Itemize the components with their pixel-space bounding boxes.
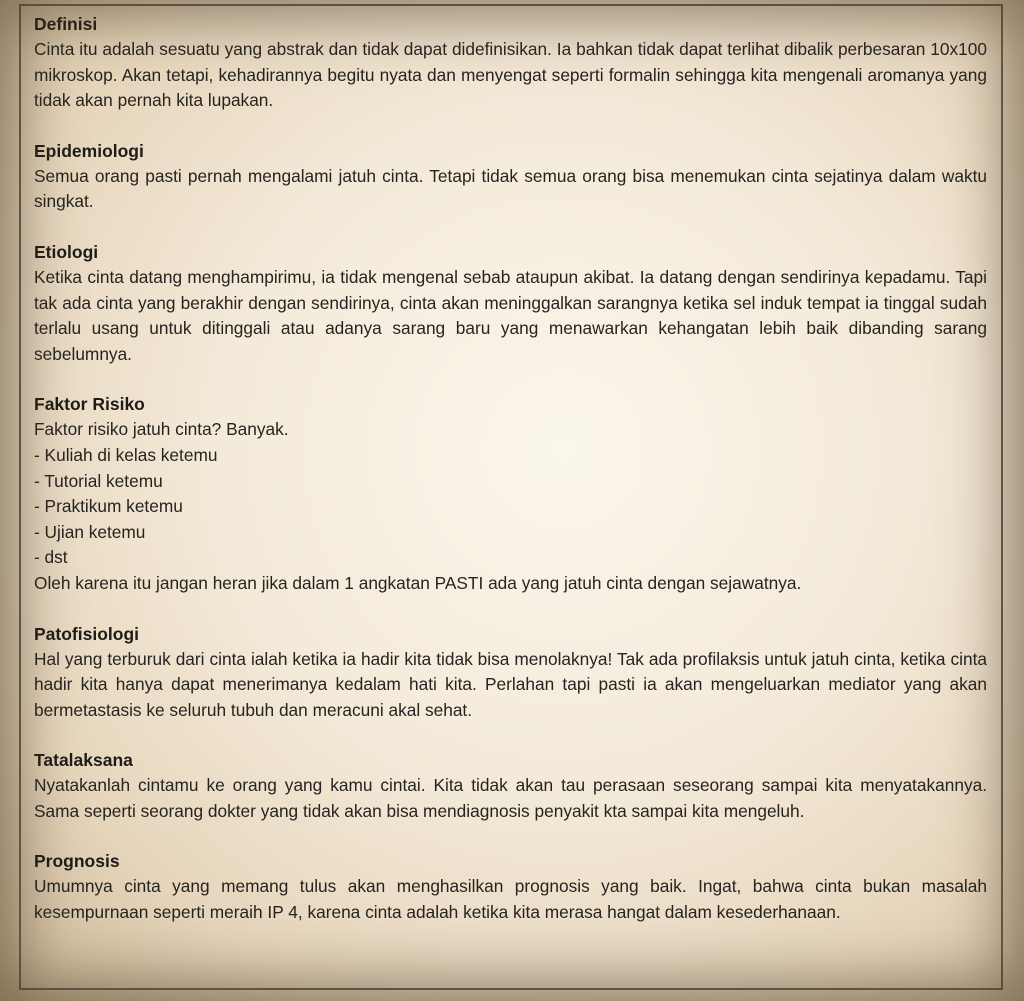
list-item: - Tutorial ketemu — [34, 470, 163, 491]
section-prognosis — [34, 848, 987, 925]
section-heading: Patofisiologi — [34, 623, 139, 644]
section-body: Ketika cinta datang menghampirimu, ia tidak mengenal sebab ataupun akibat. Ia datang dengan sendirinya kepadamu. Tapi tak ada cinta yang berakhir dengan sendirinya, cinta akan meninggalkan sarangnya ketika sel induk tempat ia tinggal sudah terlalu usang untuk ditinggali atau adanya sarang baru yang menawarkan kehangatan lebih baik dibanding sarang sebelumnya. — [34, 266, 987, 364]
section-body: Cinta itu adalah sesuatu yang abstrak dan tidak dapat didefinisikan. Ia bahkan tidak dapat terlihat dibalik perbesaran 10x100 mikroskop. Akan tetapi, kehadirannya begitu nyata dan menyengat seperti formalin sehingga kita mengenali aromanya yang tidak akan pernah kita lupakan. — [34, 39, 987, 111]
section-body: Nyatakanlah cintamu ke orang yang kamu cintai. Kita tidak akan tau perasaan seseorang sampai kita menyatakannya. Sama seperti seorang dokter yang tidak akan bisa mendiagnosis penyakit kta sampai kita mengeluh. — [34, 775, 987, 821]
section-heading: Definisi — [34, 14, 98, 34]
section-body: Hal yang terburuk dari cinta ialah ketika ia hadir kita tidak bisa menolaknya! Tak ada profilaksis untuk jatuh cinta, ketika cinta hadir kita hanya dapat menerimanya kedalam hati kita. Perlahan tapi pasti ia akan mengeluarkan mediator yang akan bermetastasis ke seluruh tubuh dan meracuni akal sehat. — [34, 648, 987, 720]
risk-factor-list — [34, 443, 987, 571]
section-patofisiologi — [34, 621, 987, 724]
list-item: - Praktikum ketemu — [34, 496, 183, 517]
section-outro: Oleh karena itu jangan heran jika dalam 1 angkatan PASTI ada yang jatuh cinta dengan sejawatnya. — [34, 572, 802, 593]
section-heading: Epidemiologi — [34, 140, 144, 161]
section-definisi — [34, 11, 987, 114]
section-heading: Tatalaksana — [34, 750, 133, 771]
section-faktor-risiko — [34, 391, 987, 596]
section-intro: Faktor risiko jatuh cinta? Banyak. — [34, 419, 289, 440]
list-item: - Kuliah di kelas ketemu — [34, 444, 218, 465]
list-item: - Ujian ketemu — [34, 521, 146, 542]
section-etiologi — [34, 239, 987, 367]
list-item: - dst — [34, 547, 68, 568]
section-epidemiologi — [34, 138, 987, 215]
section-body: Umumnya cinta yang memang tulus akan menghasilkan prognosis yang baik. Ingat, bahwa cinta bukan masalah kesempurnaan seperti meraih IP 4, karena cinta adalah ketika kita merasa hangat dalam kesederhanaan. — [34, 876, 987, 923]
document-content — [34, 11, 987, 950]
section-heading: Etiologi — [34, 241, 99, 262]
section-body: Semua orang pasti pernah mengalami jatuh cinta. Tetapi tidak semua orang bisa menemukan cinta sejatinya dalam waktu singkat. — [34, 165, 987, 212]
section-heading: Prognosis — [34, 851, 120, 872]
section-tatalaksana — [34, 747, 987, 824]
section-heading: Faktor Risiko — [34, 394, 145, 415]
